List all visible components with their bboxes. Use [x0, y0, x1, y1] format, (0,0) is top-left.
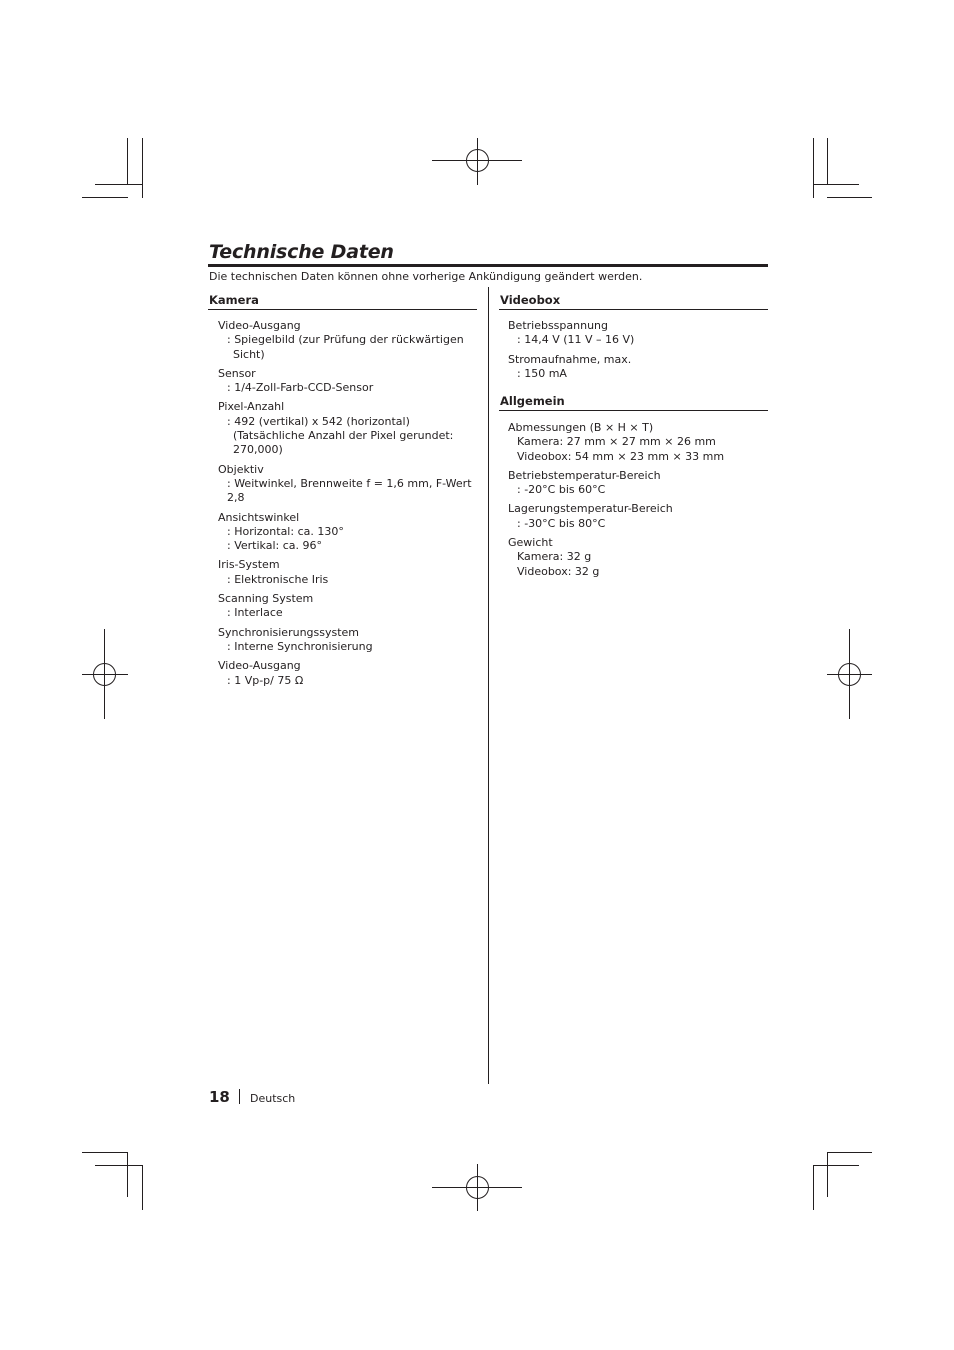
spec-label: Video-Ausgang [218, 659, 301, 673]
spec-value: 270,000) [233, 443, 283, 457]
section-rule-allgemein [499, 410, 768, 411]
spec-value: : 1 Vp-p/ 75 Ω [227, 673, 304, 687]
spec-label: Gewicht [508, 536, 553, 550]
spec-item [508, 536, 768, 579]
spec-list-videobox [508, 319, 768, 386]
section-heading-videobox: Videobox [500, 293, 561, 307]
spec-value: : 1/4-Zoll-Farb-CCD-Sensor [227, 381, 374, 395]
page-number: 18 [209, 1088, 230, 1106]
spec-value: : Weitwinkel, Brennweite f = 1,6 mm, F-Wert 2,8 [227, 476, 472, 505]
spec-value: : Vertikal: ca. 96° [227, 539, 322, 553]
spec-item [218, 511, 483, 554]
spec-label: Sensor [218, 366, 256, 380]
spec-value: : 150 mA [517, 366, 567, 380]
spec-label: Abmessungen (B × H × T) [508, 421, 654, 434]
spec-label: Pixel-Anzahl [218, 400, 285, 414]
spec-item [218, 463, 483, 506]
spec-label: Iris-System [218, 558, 280, 572]
spec-value: Videobox: 32 g [517, 564, 600, 578]
spec-item [508, 502, 768, 531]
spec-value: : 492 (vertikal) x 542 (horizontal) [227, 414, 410, 428]
spec-value: : -20°C bis 60°C [517, 483, 606, 497]
spec-value: : Elektronische Iris [227, 572, 329, 586]
spec-value: Sicht) [233, 347, 265, 361]
intro-text: Die technischen Daten können ohne vorherige Ankündigung geändert werden. [209, 270, 643, 283]
spec-label: Betriebsspannung [508, 319, 609, 332]
spec-value: : 14,4 V (11 V – 16 V) [517, 333, 635, 347]
spec-value: : -30°C bis 80°C [517, 516, 606, 530]
spec-value: Videobox: 54 mm × 23 mm × 33 mm [517, 449, 725, 463]
spec-item [218, 659, 483, 688]
spec-value: : Spiegelbild (zur Prüfung der rückwärtigen [227, 333, 464, 347]
column-divider [488, 287, 489, 1084]
spec-list-allgemein [508, 421, 768, 584]
spec-label: Betriebstemperatur-Bereich [508, 468, 661, 482]
spec-value: : Horizontal: ca. 130° [227, 524, 344, 538]
spec-value: (Tatsächliche Anzahl der Pixel gerundet: [233, 429, 454, 443]
spec-label: Lagerungstemperatur-Bereich [508, 502, 673, 516]
spec-label: Video-Ausgang [218, 319, 301, 332]
spec-label: Stromaufnahme, max. [508, 352, 632, 366]
spec-label: Ansichtswinkel [218, 510, 300, 524]
spec-item [218, 367, 483, 396]
spec-item [218, 558, 483, 587]
page-language: Deutsch [250, 1092, 296, 1105]
spec-item [218, 592, 483, 621]
section-heading-kamera: Kamera [209, 293, 259, 307]
spec-list-kamera [218, 319, 483, 693]
spec-item [218, 319, 483, 362]
spec-value: Kamera: 32 g [517, 550, 592, 564]
spec-value: : Interlace [227, 606, 283, 620]
spec-item [508, 319, 768, 348]
spec-label: Synchronisierungssystem [218, 625, 360, 639]
spec-item [218, 400, 483, 457]
spec-item [218, 626, 483, 655]
spec-label: Scanning System [218, 592, 314, 606]
spec-item [508, 469, 768, 498]
title-rule [208, 264, 768, 267]
section-heading-allgemein: Allgemein [500, 394, 565, 408]
spec-item [508, 421, 768, 464]
section-rule-videobox [499, 309, 768, 310]
spec-value: : Interne Synchronisierung [227, 639, 373, 653]
spec-value: Kamera: 27 mm × 27 mm × 26 mm [517, 435, 716, 449]
section-rule-kamera [208, 309, 477, 310]
spec-item [508, 353, 768, 382]
spec-label: Objektiv [218, 462, 264, 476]
page-number-separator [239, 1089, 240, 1104]
page-title: Technische Daten [209, 241, 394, 263]
